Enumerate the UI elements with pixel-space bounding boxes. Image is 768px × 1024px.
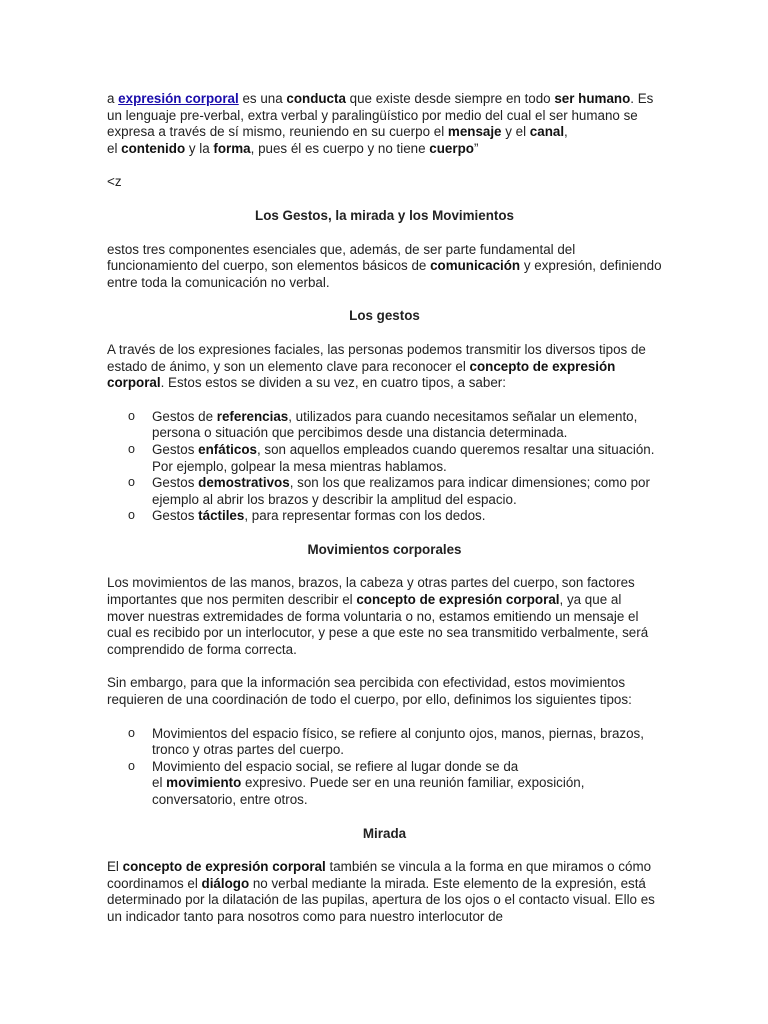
list-item-bold: demostrativos — [198, 475, 290, 491]
list-item-text: Movimiento del espacio social, se refiere al lugar donde se da — [152, 758, 519, 774]
list-item-text: , utilizados para cuando necesitamos señalar un elemento, persona o situación que percibimos desde una distancia determinada. — [152, 408, 638, 441]
expresion-corporal-link[interactable]: expresión corporal — [118, 91, 239, 106]
list-item-text: , son aquellos empleados cuando queremos resaltar una situación. Por ejemplo, golpear la mesa mientras hablamos. — [152, 441, 655, 474]
stray-text: <z — [107, 174, 122, 190]
list-item-bold: movimiento — [166, 775, 242, 791]
section-heading-gestos: Los gestos — [349, 308, 420, 324]
intro-bold: cuerpo — [429, 140, 474, 156]
list-item-text: el — [152, 775, 167, 791]
section-heading-movimientos-corporales: Movimientos corporales — [307, 541, 462, 557]
paragraph-text: . Estos estos se dividen a su vez, en cuatro tipos, a saber: — [160, 375, 506, 391]
paragraph-text: , ya que al mover nuestras extremidades de forma voluntaria o no, estamos emitiendo un mensaje el cual es recibido por un interlocutor, y pese a que este no sea transmitido verbalmente, será comprendido de forma correcta. — [107, 592, 649, 657]
movimientos-paragraph — [107, 575, 662, 658]
paragraph-text: no verbal mediante la mirada. Este elemento de la expresión, está determinado por la dilatación de las pupilas, apertura de los ojos o el contacto visual. Ello es un indicador tanto para nosotros como para nuestro interlocutor de — [107, 875, 655, 924]
bullet-marker: o — [128, 408, 135, 423]
intro-text: que existe desde siempre en todo — [345, 91, 555, 106]
bullet-marker: o — [128, 725, 135, 740]
bullet-marker: o — [128, 475, 135, 490]
list-item — [107, 442, 662, 475]
list-item-bold: enfáticos — [198, 441, 257, 457]
intro-paragraph — [107, 91, 662, 157]
movements-list — [107, 726, 662, 809]
intro-bold: forma — [213, 140, 251, 156]
list-item-text: Gestos — [152, 475, 199, 491]
paragraph-text: y expresión, definiendo entre toda la comunicación no verbal. — [107, 258, 662, 290]
section-heading-gestos-mirada-movimientos: Los Gestos, la mirada y los Movimientos — [255, 207, 514, 223]
list-item — [107, 409, 662, 442]
gestures-list — [107, 409, 662, 525]
intro-text: . Es un lenguaje pre-verbal, extra verbal y paralingüístico por medio del cual el ser humano se expresa a través de sí mismo, reuniendo en su cuerpo el — [107, 91, 654, 140]
intro-bold: mensaje — [447, 124, 502, 140]
list-item — [107, 508, 662, 525]
list-item-text: Movimientos del espacio físico, se refiere al conjunto ojos, manos, piernas, brazos, tronco y otras partes del cuerpo. — [152, 725, 644, 758]
document-page — [107, 91, 662, 943]
gestos-paragraph — [107, 342, 662, 392]
coordinacion-paragraph: Sin embargo, para que la información sea percibida con efectividad, estos movimientos requieren de una coordinación de todo el cuerpo, por ello, definimos los siguientes tipos: — [107, 675, 632, 708]
paragraph-text: El — [107, 859, 123, 875]
list-item-text: Gestos de — [152, 408, 217, 424]
paragraph-bold: concepto de expresión corporal — [356, 592, 560, 608]
bullet-marker: o — [128, 508, 135, 523]
paragraph-bold: concepto de expresión corporal — [107, 358, 616, 391]
bullet-marker: o — [128, 758, 135, 773]
intro-text: , pues él es cuerpo y no tiene — [250, 140, 430, 156]
intro-text: , — [564, 124, 568, 140]
paragraph-text: A través de los expresiones faciales, las personas podemos transmitir los diversos tipos de estado de ánimo, y son un elemento clave para reconocer el — [107, 341, 646, 374]
list-item — [107, 759, 662, 809]
list-item — [107, 475, 662, 508]
intro-bold: contenido — [121, 140, 186, 156]
intro-bold: ser humano — [554, 91, 631, 106]
list-item-text: Gestos — [152, 441, 199, 457]
paragraph-bold: concepto de expresión corporal — [122, 859, 326, 875]
list-item-bold: referencias — [216, 408, 289, 424]
intro-bold: conducta — [286, 91, 346, 106]
list-item — [107, 726, 662, 759]
mirada-paragraph — [107, 859, 662, 925]
list-item-text: , son los que realizamos para indicar dimensiones; como por ejemplo al abrir los brazos y describir la amplitud del espacio. — [152, 475, 650, 507]
intro-text: y el — [501, 124, 530, 140]
paragraph-text: Los movimientos de las manos, brazos, la cabeza y otras partes del cuerpo, son factores importantes que nos permiten describir el — [107, 575, 635, 608]
intro-text: y la — [185, 140, 214, 156]
paragraph-text: también se vincula a la forma en que miramos o cómo coordinamos el — [107, 859, 652, 891]
paragraph-text: estos tres componentes esenciales que, además, de ser parte fundamental del funcionamiento del cuerpo, son elementos básicos de — [107, 241, 576, 274]
intro-text: el — [107, 140, 122, 156]
intro-text: es una — [238, 91, 287, 106]
intro-text: ” — [473, 140, 479, 156]
paragraph-bold: diálogo — [201, 875, 250, 891]
list-item-text: expresivo. Puede ser en una reunión familiar, exposición, conversatorio, entre otros. — [152, 775, 585, 807]
list-item-text: , para representar formas con los dedos. — [244, 508, 486, 524]
section-heading-mirada: Mirada — [362, 825, 407, 841]
components-paragraph — [107, 242, 662, 292]
bullet-marker: o — [128, 441, 135, 456]
intro-text: a — [107, 91, 119, 106]
list-item-bold: táctiles — [198, 508, 245, 524]
intro-bold: canal — [529, 124, 565, 140]
list-item-text: Gestos — [152, 508, 199, 524]
paragraph-bold: comunicación — [430, 258, 521, 274]
